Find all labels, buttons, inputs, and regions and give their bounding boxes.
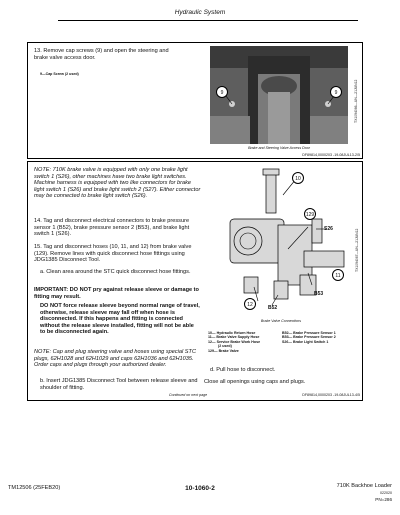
label-b53: B53 [314, 291, 324, 297]
callout-9-left: 9 [216, 86, 228, 98]
doc-code-2: DF89814,0000203 -19-08JUL13-4/5 [302, 393, 360, 397]
callout-11: 11 [332, 269, 344, 281]
legend-12: 12— Service Brake Work Hose [208, 339, 261, 344]
access-door-illustration [210, 46, 348, 144]
figure-id-1: TX1094066—UN—21JUN12 [354, 79, 358, 123]
figure-caption-2: Brake Valve Connections [260, 319, 302, 323]
label-b52: B52 [268, 305, 278, 311]
access-door-photo [210, 46, 348, 144]
footer-pn: PN=286 [375, 497, 392, 502]
legend-s26: S26— Brake Light Switch 1 [282, 339, 329, 344]
continued-note: Continued on next page [168, 393, 208, 397]
step-14-text: 14. Tag and disconnect electrical connectors to brake pressure sensor 1 (B52), brake pressure sensor 2 (B53), and brake light switch 1 (S26). [34, 218, 190, 238]
page-header-title: Hydraulic System [174, 9, 226, 16]
hose-legend [208, 331, 360, 353]
legend-b53-count: (2 used) [218, 344, 232, 349]
legend-11: 11— Brake Valve Supply Hose [208, 335, 260, 340]
callout-12: 12 [244, 298, 256, 310]
section-access-door [27, 42, 363, 159]
brake-valve-figure [208, 165, 354, 315]
step-b-text: b. Insert JDG1385 Disconnect Tool between release sleeve and shoulder of fitting. [40, 378, 198, 391]
header-rule [58, 20, 358, 21]
doc-code-1: DF89814,0000203 -19-08JUL13-2/5 [302, 153, 360, 157]
legend-b52: B52— Brake Pressure Sensor 1 [282, 331, 336, 335]
important-notice: IMPORTANT: DO NOT pry against release sleeve or damage to fitting may result. [34, 287, 199, 300]
legend-b53: B53— Brake Pressure Sensor 2 [282, 335, 336, 340]
note-brake-switch: NOTE: 710K brake valve is equipped with only one brake light switch 1 (S26), other machines have two brake light switches. Machine harness is equipped with two like connectors for brake light switch 1 (S26) and brake light switch 2 (S27). Either connector may be connected to brake light switch (S26). [34, 167, 201, 200]
footer-tm-number: TM12506 (25FEB20) [8, 485, 61, 491]
step-15a-text: a. Clean area around the STC quick disconnect hose fittings. [40, 269, 191, 275]
section-brake-valve [27, 161, 363, 401]
figure-id-2: TX1094067—UN—21JUN12 [355, 228, 359, 272]
note-cap-plug: NOTE: Cap and plug steering valve and hoses using special STC plugs, 62H1028 and 62H1029 and caps 62H1036 and 62H1035. Order caps and plugs through your authorized dealer. [34, 349, 196, 369]
step-15-text: 15. Tag and disconnect hoses (10, 11, and 12) from brake valve (129). Remove lines with quick disconnect hose fittings using JDG1385 Disconnect Tool. [34, 244, 192, 264]
legend-129: 129— Brake Valve [208, 348, 239, 353]
callout-10: 10 [292, 172, 304, 184]
callout-129: 129 [304, 208, 316, 220]
step-d-text: d. Pull hose to disconnect. [210, 367, 276, 373]
figure-caption-1: Brake and Steering Valve Access Door [248, 146, 310, 150]
legend-10: 10— Hydraulic Return Hose [208, 331, 256, 335]
callout-9-right: 9 [330, 86, 342, 98]
footer-page-number: 10-1060-2 [185, 485, 215, 492]
important-notice-detail: DO NOT force release sleeve beyond normal range of travel, otherwise, release sleeve may fall off when hose is disconnected. If this happens and fitting is connected without the release sleeve installed, fitting will not be able to be disconnected again. [40, 303, 200, 336]
footer-model: 710K Backhoe Loader [336, 483, 392, 489]
step-13-text: 13. Remove cap screws (9) and open the steering and brake valve access door. [34, 48, 169, 61]
close-openings-text: Close all openings using caps and plugs. [204, 379, 306, 385]
brake-valve-illustration [208, 165, 354, 315]
legend-cap-screw: 9—Cap Screw (2 used) [40, 72, 79, 76]
label-s26: S26 [324, 226, 333, 232]
footer-date-code: 022020 [380, 491, 392, 495]
